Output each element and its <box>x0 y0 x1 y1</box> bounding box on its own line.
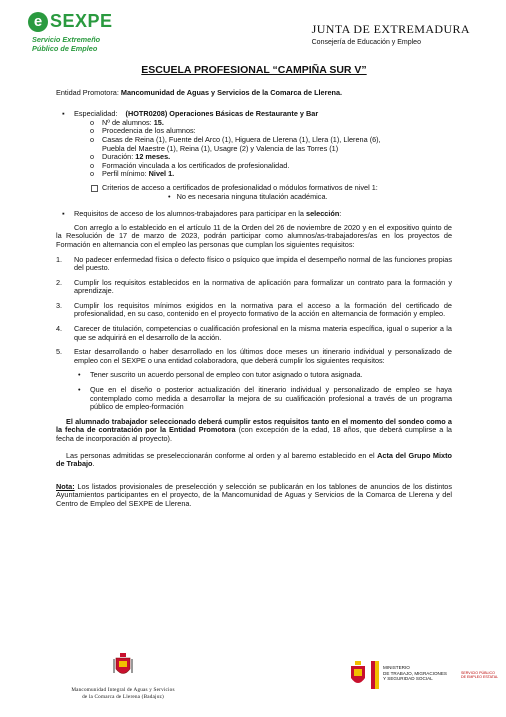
ministry-logo <box>348 661 498 689</box>
sexpe-e-icon: e <box>28 12 48 32</box>
sub-requirement-2: • Que en el diseño o posterior actualización del itinerario individual y personalizado de empleo se haya contemplado como medida a desarrollar la mejora de su cualificación profesional a través de un programa público de empleo-formación <box>78 385 452 412</box>
criteria-subitem: • No es necesaria ninguna titulación académica. <box>168 191 328 201</box>
requirement-4: 4. Carecer de titulación, competencias o cualificación profesional en la misma materia específica, igual o superior a la que se adquirirá en el desarrollo de la acción. <box>56 324 452 342</box>
sexpe-subtitle: Servicio Extremeño Público de Empleo <box>32 35 101 53</box>
requirement-3: 3. Cumplir los requisitos mínimos exigidos en la normativa para el acceso a la formación del certificado de profesionalidad, en su caso, contenido en el proyecto formativo de la acción en alternancia de formación y empleo. <box>56 300 452 319</box>
document-body <box>56 66 452 509</box>
sepe-text: SERVICIO PÚBLICO DE EMPLEO ESTATAL <box>460 671 499 680</box>
sexpe-wordmark: SEXPE <box>50 11 113 31</box>
junta-logo <box>312 22 470 46</box>
duration-item: o Duración: 12 meses. <box>90 152 171 162</box>
requirement-1: 1. No padecer enfermedad física o defecto físico o psíquico que impida el desempeño normal de las funciones propias del puesto. <box>56 254 452 273</box>
requirement-5: 5. Estar desarrollando o haber desarrollado en los últimos doce meses un itinerario individual y personalizado de empleo con el SEXPE o una entidad colaboradora, que deberá cumplir los siguientes requisitos: <box>56 347 452 365</box>
mancomunidad-logo: Mancomunidad Integral de Aguas y Servicios de la Comarca de Llerena (Badajoz) <box>58 653 188 701</box>
coat-of-arms-icon <box>112 653 134 679</box>
requirements-paragraph: Con arreglo a lo establecido en el artículo 11 de la Orden del 26 de noviembre de 2020 y en el expositivo quinto de la Resolución de 17 de marzo de 2023, podrán participar como alumnos/as-trabajadores/as en los proyectos de Formación en alternancia con el empleo las personas que cumplan los siguientes requisitos: <box>56 222 452 249</box>
junta-title: JUNTA DE EXTREMADURA <box>311 22 470 36</box>
training-item: o Formación vinculada a los certificados de profesionalidad. <box>90 160 290 170</box>
flag-yellow-stripe <box>375 661 379 689</box>
promoter-line: Entidad Promotora: Mancomunidad de Aguas y Servicios de la Comarca de Llerena. <box>56 87 343 97</box>
checkbox-icon <box>91 185 98 192</box>
ministry-text: MINISTERIO DE TRABAJO, MIGRACIONES Y SEGURIDAD SOCIAL <box>383 665 447 682</box>
profile-item: o Perfil mínimo: Nivel 1. <box>90 169 175 179</box>
criteria-item: Criterios de acceso a certificados de profesionalidad o módulos formativos de nivel 1: <box>56 184 452 193</box>
requirement-2: 2. Cumplir los requisitos establecidos en la normativa de aplicación para formalizar un contrato para la formación y aprendizaje. <box>56 277 452 296</box>
note-paragraph: Nota: Los listados provisionales de preselección y selección se publicarán en los tablones de anuncios de los distintos Ayuntamientos participantes en el proyecto, de la Mancomunidad de Aguas y Servicios de la Comarca de Llerena y del Centro de Empleo del SEXPE de Llerena. <box>56 481 452 508</box>
specialty-item: ▪ Especialidad: (HOTR0208) Operaciones Básicas de Restaurante y Bar <box>62 109 319 119</box>
sexpe-logo <box>28 12 158 62</box>
page-title: ESCUELA PROFESIONAL “CAMPIÑA SUR V” <box>141 64 367 76</box>
origin-item: o Procedencia de los alumnos: <box>90 126 196 136</box>
towns-item: o Casas de Reina (1), Fuente del Arco (1), Higuera de Llerena (1), Llera (1), Llerena (6), Puebla del Maestre (1), Reina (1), Usagre (2) y Valencia de las Torres (1) <box>90 134 381 153</box>
admitted-paragraph: Las personas admitidas se preseleccionarán conforme al orden y al baremo establecido en el Acta del Grupo Mixto de Trabajo. <box>56 450 452 469</box>
requirements-heading: ▪ Requisitos de acceso de los alumnos-trabajadores para participar en la selección: <box>62 209 342 219</box>
spain-crest-icon <box>348 661 368 689</box>
junta-subtitle: Consejería de Educación y Empleo <box>311 39 421 46</box>
selected-paragraph: El alumnado trabajador seleccionado deberá cumplir estos requisitos tanto en el momento del sondeo como a la fecha de contratación por la Entidad Promotora (con excepción de la edad, 18 años, que deberá cumplirse a la fecha de incorporación al proyecto). <box>56 416 452 443</box>
students-item: o Nº de alumnos: 15. <box>90 117 164 127</box>
sub-requirement-1: • Tener suscrito un acuerdo personal de empleo con tutor asignado o tutora asignada. <box>78 370 363 380</box>
